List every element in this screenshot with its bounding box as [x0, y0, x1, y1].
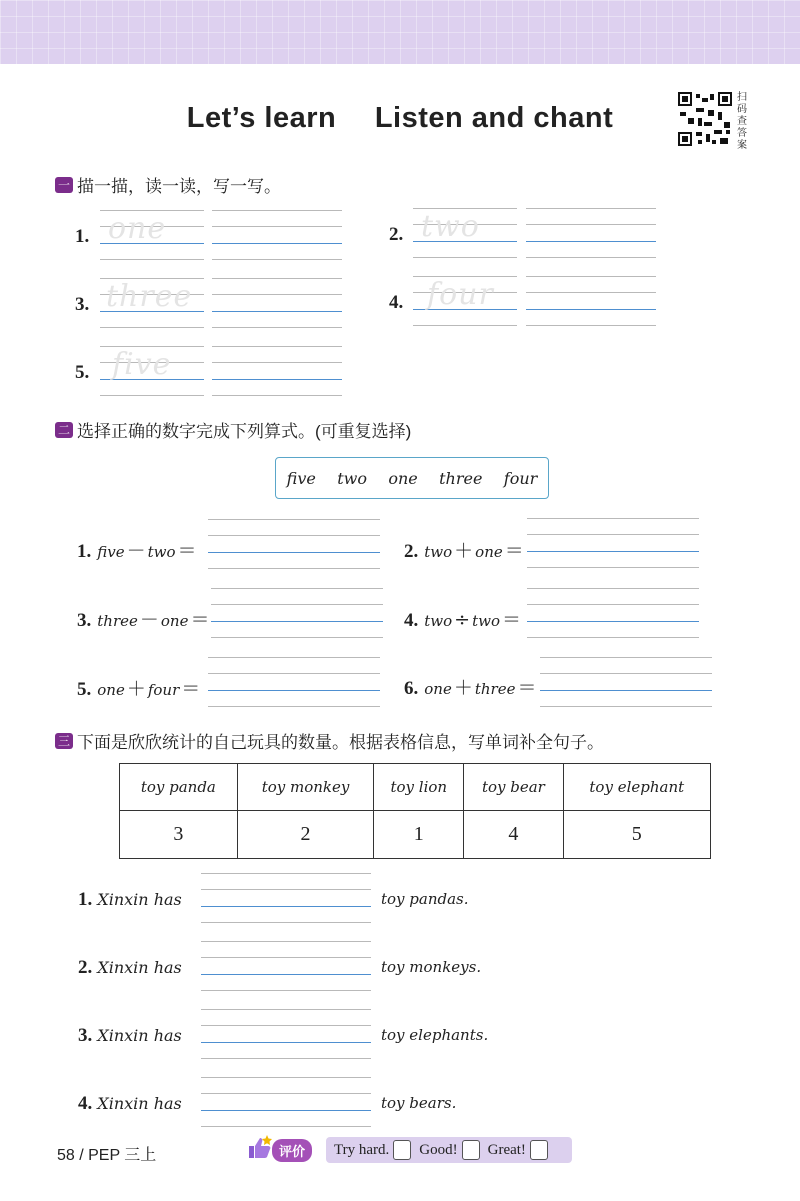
equation-3-answer-lines[interactable]: [211, 588, 383, 638]
sentence-lead: Xinxin has: [97, 1026, 182, 1045]
eval-great-checkbox[interactable]: [530, 1140, 548, 1160]
sentence-1-answer-lines[interactable]: [201, 873, 371, 923]
equation-operator: －: [139, 609, 159, 631]
section3-heading: [55, 728, 604, 753]
equation-operator: ＋: [453, 677, 473, 699]
sentence-1-tail: toy pandas.: [381, 890, 469, 908]
item5-trace-word: five: [112, 347, 172, 382]
equation-operator: ÷: [454, 609, 471, 631]
qr-code-icon[interactable]: [678, 92, 732, 146]
equation-5-answer-lines[interactable]: [208, 657, 380, 707]
equals-sign: ＝: [517, 677, 537, 699]
section1-instruction: 描一描，读一读，写一写。: [77, 177, 281, 196]
equation-operand: two: [424, 612, 453, 630]
section2-heading: [55, 417, 411, 442]
sentence-2: [78, 957, 182, 979]
eval-try-hard: [334, 1140, 411, 1160]
word-bank-item: three: [439, 468, 483, 488]
title-lets-learn: Let’s learn: [186, 102, 337, 134]
sentence-number: 3.: [78, 1025, 93, 1046]
word-bank-item: two: [337, 468, 367, 488]
equation-1: [77, 536, 199, 563]
sentence-number: 1.: [78, 889, 93, 910]
equation-operand: two: [424, 543, 453, 561]
item2-write-lines[interactable]: [526, 208, 656, 258]
sentence-number: 4.: [78, 1093, 93, 1114]
sentence-4-tail: toy bears.: [381, 1094, 457, 1112]
table-cell: 2: [237, 811, 374, 859]
eval-label: 评价: [272, 1139, 312, 1162]
equation-operand: one: [424, 680, 452, 698]
equation-operand: one: [97, 681, 125, 699]
table-cell: 1: [374, 811, 464, 859]
table-cell: 3: [120, 811, 238, 859]
equation-operand: three: [474, 680, 516, 698]
section3-badge: 三: [55, 733, 73, 749]
sentence-number: 2.: [78, 957, 93, 978]
sentence-1: [78, 889, 182, 911]
equation-number: 3.: [77, 610, 92, 631]
equation-operand: two: [147, 543, 176, 561]
item2-number: 2.: [389, 224, 404, 245]
equation-2: [404, 536, 526, 563]
equation-operand: five: [97, 543, 125, 561]
eval-great-label: Great!: [487, 1141, 526, 1158]
section2-instruction: 选择正确的数字完成下列算式。(可重复选择): [77, 422, 412, 441]
section1-heading: [55, 172, 281, 197]
equation-number: 5.: [77, 679, 92, 700]
equals-sign: ＝: [504, 540, 524, 562]
sentence-2-tail: toy monkeys.: [381, 958, 482, 976]
equation-6: [404, 673, 538, 700]
item1-write-lines[interactable]: [212, 210, 342, 260]
sentence-2-answer-lines[interactable]: [201, 941, 371, 991]
item3-number: 3.: [75, 294, 90, 315]
table-cell: 5: [563, 811, 710, 859]
equals-sign: ＝: [181, 678, 201, 700]
eval-try-hard-label: Try hard.: [334, 1141, 390, 1158]
equation-operand: three: [97, 612, 138, 630]
thumbs-up-icon: [246, 1135, 272, 1161]
item5-number: 5.: [75, 362, 90, 383]
section2-badge: 二: [55, 422, 73, 438]
equation-4-answer-lines[interactable]: [527, 588, 699, 638]
qr-label: 扫码查答案: [737, 92, 747, 151]
equals-sign: ＝: [501, 609, 521, 631]
self-evaluation-bar: [326, 1137, 572, 1163]
sentence-4: [78, 1093, 182, 1115]
table-header-cell: toy elephant: [563, 764, 710, 811]
word-bank: [275, 457, 549, 499]
equation-number: 4.: [404, 610, 419, 631]
sentence-lead: Xinxin has: [97, 890, 182, 909]
item4-trace-word: four: [427, 277, 494, 312]
item4-write-lines[interactable]: [526, 276, 656, 326]
eval-great: [488, 1140, 548, 1160]
item3-trace-word: three: [106, 279, 193, 314]
sentence-3-tail: toy elephants.: [381, 1026, 489, 1044]
equation-2-answer-lines[interactable]: [527, 518, 699, 568]
table-header-cell: toy panda: [120, 764, 238, 811]
table-header-row: [120, 764, 711, 811]
equation-operand: one: [160, 612, 189, 630]
item1-trace-word: one: [108, 211, 167, 246]
item5-write-lines[interactable]: [212, 346, 342, 396]
eval-try-hard-checkbox[interactable]: [393, 1140, 411, 1160]
eval-good: [419, 1140, 479, 1160]
equation-1-answer-lines[interactable]: [208, 519, 380, 569]
table-header-cell: toy lion: [374, 764, 464, 811]
equation-operator: ＋: [454, 540, 474, 562]
table-header-cell: toy bear: [464, 764, 563, 811]
item4-number: 4.: [389, 292, 404, 313]
equation-operand: one: [475, 543, 503, 561]
equation-operator: －: [126, 540, 146, 562]
toy-count-table: [119, 763, 711, 859]
sentence-lead: Xinxin has: [97, 958, 182, 977]
sentence-lead: Xinxin has: [97, 1094, 182, 1113]
equation-operator: ＋: [126, 678, 146, 700]
equation-number: 6.: [404, 678, 419, 699]
equation-4: [404, 605, 523, 632]
equation-6-answer-lines[interactable]: [540, 657, 712, 707]
equation-number: 2.: [404, 541, 419, 562]
word-bank-item: four: [503, 468, 538, 488]
equation-number: 1.: [77, 541, 92, 562]
equation-operand: two: [472, 612, 500, 630]
page-number: 58 / PEP 三上: [57, 1147, 157, 1164]
table-header-cell: toy monkey: [237, 764, 374, 811]
equation-operand: four: [147, 681, 180, 699]
sentence-3: [78, 1025, 182, 1047]
table-cell: 4: [464, 811, 563, 859]
equals-sign: ＝: [190, 609, 210, 631]
item3-write-lines[interactable]: [212, 278, 342, 328]
item1-number: 1.: [75, 226, 90, 247]
equation-3: [77, 605, 211, 632]
equation-5: [77, 674, 202, 701]
word-bank-item: one: [388, 468, 418, 488]
eval-good-checkbox[interactable]: [462, 1140, 480, 1160]
section1-badge: 一: [55, 177, 73, 193]
item2-trace-word: two: [421, 209, 480, 244]
eval-good-label: Good!: [419, 1141, 458, 1158]
equals-sign: ＝: [177, 540, 197, 562]
sentence-3-answer-lines[interactable]: [201, 1009, 371, 1059]
top-band: [0, 0, 800, 64]
title-listen-chant: Listen and chant: [374, 102, 614, 134]
sentence-4-answer-lines[interactable]: [201, 1077, 371, 1127]
table-value-row: [120, 811, 711, 859]
section3-instruction: 下面是欣欣统计的自己玩具的数量。根据表格信息，写单词补全句子。: [77, 733, 604, 752]
word-bank-item: five: [286, 468, 316, 488]
